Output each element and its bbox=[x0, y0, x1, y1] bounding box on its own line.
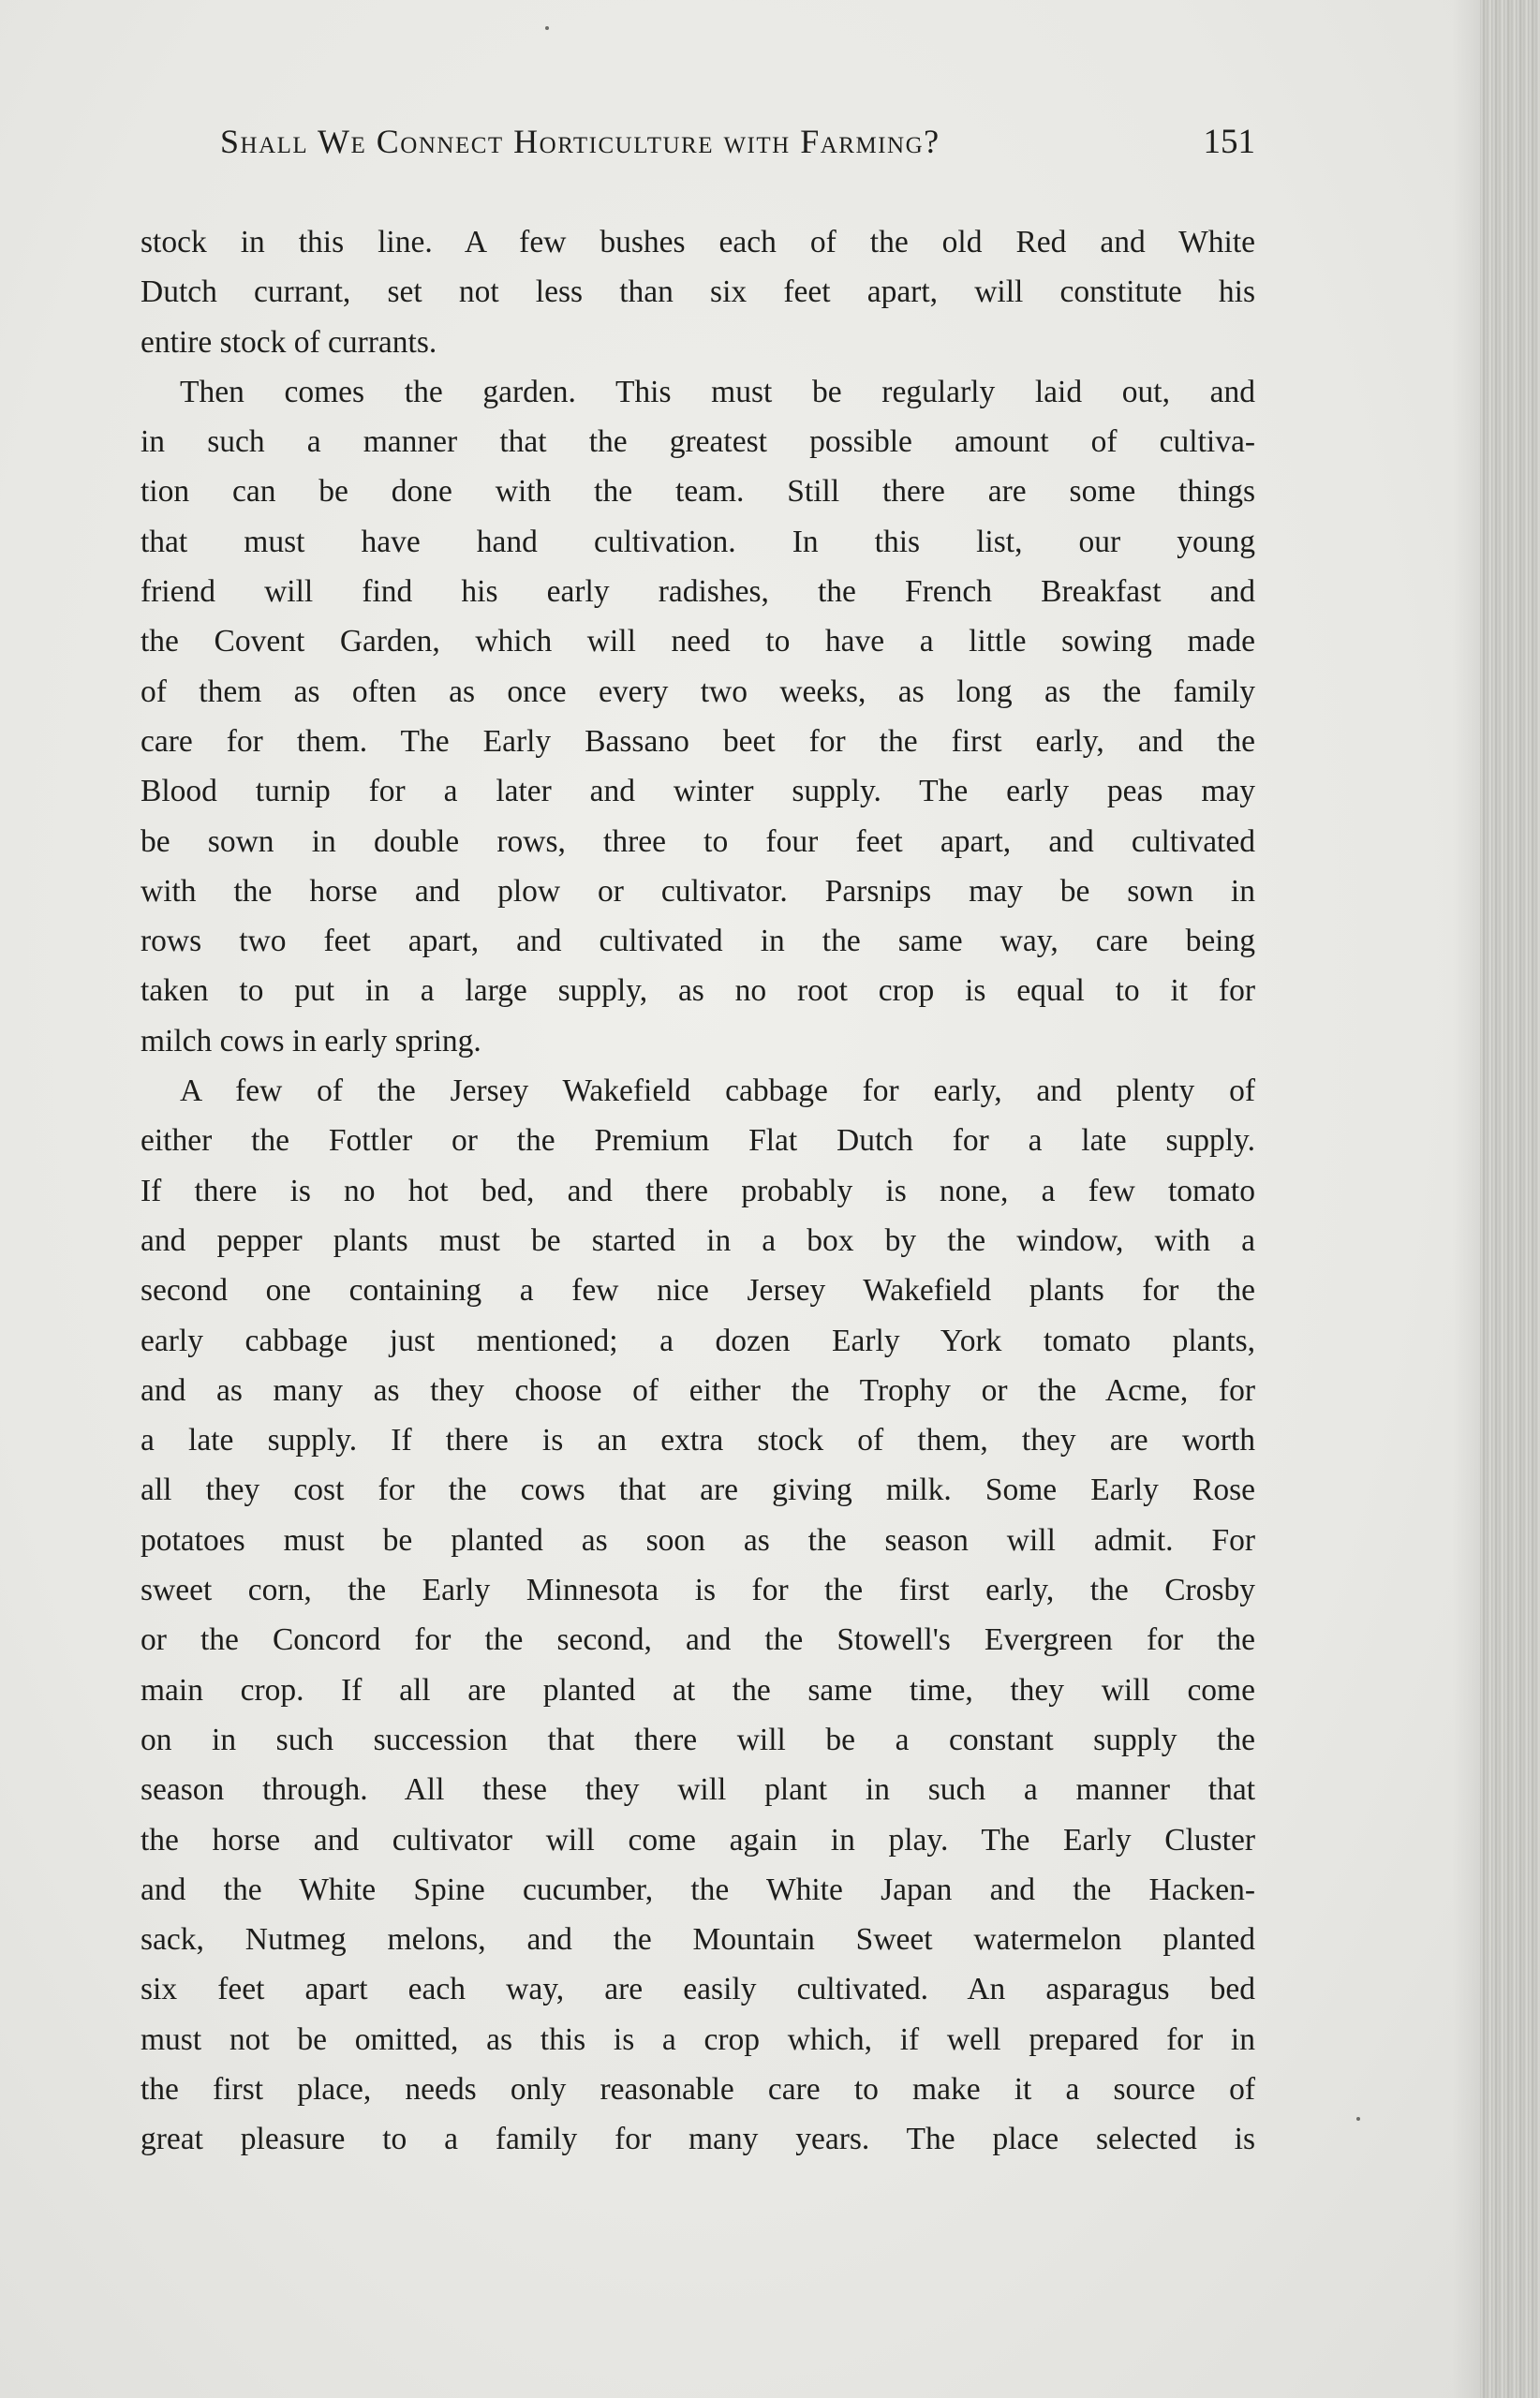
text-line: A few of the Jersey Wakefield cabbage for early, and plenty of bbox=[180, 1073, 1255, 1109]
text-line: Then comes the garden. This must be regularly laid out, and bbox=[180, 374, 1255, 409]
page-number: 151 bbox=[1203, 123, 1255, 161]
text-line: and as many as they choose of either the Trophy or the Acme, for bbox=[141, 1372, 1255, 1408]
text-line: potatoes must be planted as soon as the season will admit. For bbox=[141, 1522, 1255, 1558]
text-line: Blood turnip for a later and winter supply. The early peas may bbox=[141, 774, 1255, 809]
text-line: and pepper plants must be started in a box by the window, with a bbox=[141, 1222, 1255, 1258]
text-line: season through. All these they will plant in such a manner that bbox=[141, 1772, 1255, 1808]
text-line: on in such succession that there will be a constant supply the bbox=[141, 1722, 1255, 1757]
running-title: Shall We Connect Horticulture with Farming? bbox=[220, 123, 940, 160]
text-line: six feet apart each way, are easily cultivated. An asparagus bed bbox=[141, 1972, 1255, 2007]
text-line: care for them. The Early Bassano beet for the first early, and the bbox=[141, 723, 1255, 759]
text-line: the horse and cultivator will come again in play. The Early Cluster bbox=[141, 1822, 1255, 1858]
text-line: in such a manner that the greatest possible amount of cultiva- bbox=[141, 424, 1255, 460]
text-line: taken to put in a large supply, as no root crop is equal to it for bbox=[141, 973, 1255, 1009]
text-line: a late supply. If there is an extra stock of them, they are worth bbox=[141, 1423, 1255, 1458]
page-gutter-shadow bbox=[1452, 0, 1480, 2398]
text-line: rows two feet apart, and cultivated in the same way, care being bbox=[141, 924, 1255, 959]
text-line: tion can be done with the team. Still there are some things bbox=[141, 474, 1255, 510]
text-line: either the Fottler or the Premium Flat Dutch for a late supply. bbox=[141, 1123, 1255, 1159]
text-line: second one containing a few nice Jersey Wakefield plants for the bbox=[141, 1273, 1255, 1309]
text-line: sweet corn, the Early Minnesota is for the first early, the Crosby bbox=[141, 1573, 1255, 1608]
text-line: be sown in double rows, three to four feet apart, and cultivated bbox=[141, 823, 1255, 859]
text-line: entire stock of currants. bbox=[141, 324, 437, 360]
text-line: main crop. If all are planted at the same time, they will come bbox=[141, 1672, 1255, 1708]
text-line: stock in this line. A few bushes each of the old Red and White bbox=[141, 225, 1255, 259]
text-line: friend will find his early radishes, the French Breakfast and bbox=[141, 574, 1255, 610]
text-line: early cabbage just mentioned; a dozen Early York tomato plants, bbox=[141, 1323, 1255, 1358]
text-line: the first place, needs only reasonable care to make it a source of bbox=[141, 2071, 1255, 2107]
text-line: must not be omitted, as this is a crop which, if well prepared for in bbox=[141, 2021, 1255, 2057]
text-line: all they cost for the cows that are giving milk. Some Early Rose bbox=[141, 1473, 1255, 1508]
text-line: of them as often as once every two weeks, as long as the family bbox=[141, 674, 1255, 709]
text-line: If there is no hot bed, and there probably is none, a few tomato bbox=[141, 1173, 1255, 1208]
text-line: with the horse and plow or cultivator. Parsnips may be sown in bbox=[141, 873, 1255, 909]
page-header bbox=[141, 112, 1255, 169]
text-line: Dutch currant, set not less than six feet apart, will constitute his bbox=[141, 274, 1255, 310]
text-line: the Covent Garden, which will need to have a little sowing made bbox=[141, 624, 1255, 659]
body-text bbox=[141, 217, 1255, 2165]
text-line: and the White Spine cucumber, the White Japan and the Hacken- bbox=[141, 1872, 1255, 1907]
text-line: great pleasure to a family for many years. The place selected is bbox=[141, 2122, 1255, 2157]
page-edge bbox=[1480, 0, 1540, 2398]
text-line: that must have hand cultivation. In this list, our young bbox=[141, 524, 1255, 559]
paper-speck bbox=[1356, 2117, 1360, 2121]
text-line: or the Concord for the second, and the Stowell's Evergreen for the bbox=[141, 1622, 1255, 1658]
text-line: sack, Nutmeg melons, and the Mountain Sweet watermelon planted bbox=[141, 1922, 1255, 1958]
paper-speck bbox=[545, 26, 549, 30]
text-line: milch cows in early spring. bbox=[141, 1023, 481, 1058]
